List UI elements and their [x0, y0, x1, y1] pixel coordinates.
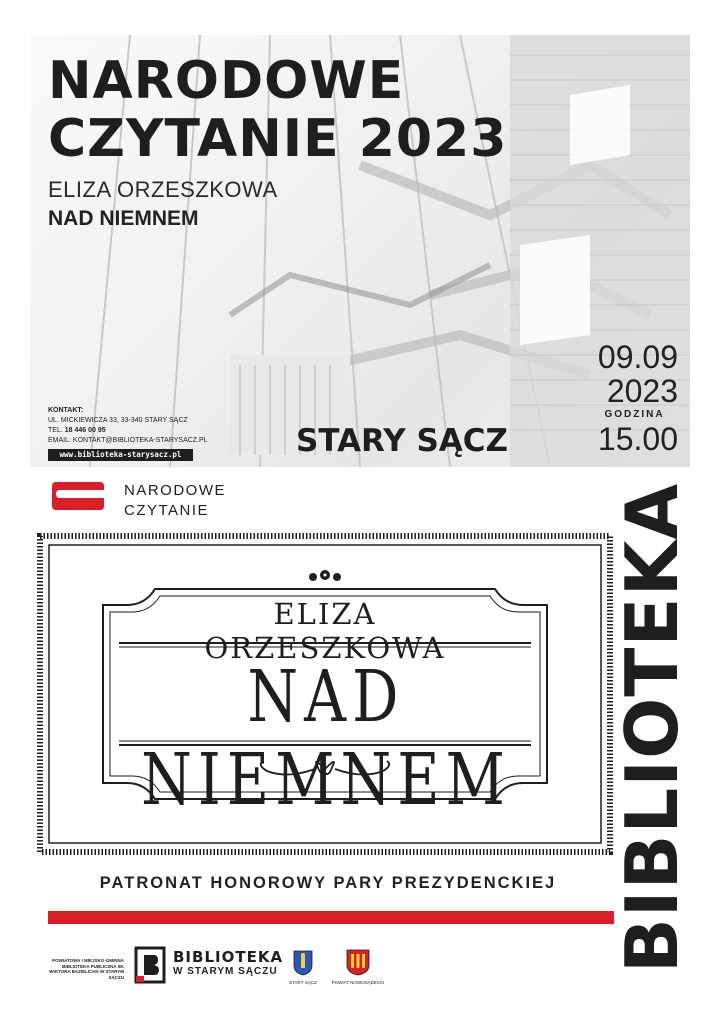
- campaign-logo-text: [124, 481, 226, 521]
- crest-label-powiat: POWIAT NOWOSĄDECKI: [331, 980, 385, 985]
- library-name: BIBLIOTEKA: [173, 948, 284, 966]
- event-date: [591, 340, 678, 408]
- event-city: STARY SĄCZ: [296, 423, 509, 459]
- event-time: 15.00: [597, 421, 678, 457]
- stary-sacz-crest-icon: [293, 950, 313, 976]
- library-logo-icon: [134, 946, 166, 984]
- contact-block: [48, 406, 208, 446]
- poster-title: [48, 52, 507, 168]
- event-time-label: GODZINA: [604, 409, 665, 420]
- book-title: NAD NIEMNEM: [48, 207, 199, 230]
- library-subtitle: W STARYM SĄCZU: [173, 966, 278, 977]
- vertical-word-text: BIBLIOTEKA: [609, 482, 694, 974]
- contact-phone-line: [48, 426, 208, 436]
- campaign-logo-line-2: CZYTANIE: [124, 502, 210, 519]
- contact-email[interactable]: EMAIL: KONTAKT@BIBLIOTEKA-STARYSACZ.PL: [48, 437, 208, 444]
- red-divider: [48, 911, 614, 924]
- powiat-crest-icon: [346, 949, 370, 976]
- sign-author: ELIZA ORZESZKOWA: [204, 597, 446, 665]
- crest-label-stary-sacz: STARY SĄCZ: [289, 980, 317, 985]
- campaign-logo-line-1: NARODOWE: [124, 482, 226, 499]
- sign-title: NAD NIEMNEM: [141, 655, 511, 821]
- contact-phone[interactable]: 18 446 00 95: [64, 427, 106, 434]
- book-logo-icon: [48, 480, 108, 516]
- title-line-2: CZYTANIE 2023: [48, 109, 508, 169]
- patronage-text: PATRONAT HONOROWY PARY PREZYDENCKIEJ: [99, 874, 557, 892]
- contact-heading: KONTAKT:: [48, 407, 84, 414]
- title-line-1: NARODOWE: [48, 51, 405, 111]
- contact-phone-label: TEL.: [48, 427, 63, 434]
- contact-address: UL. MICKIEWICZA 33, 33-340 STARY SĄCZ: [48, 417, 188, 424]
- event-date-day: 09.09: [597, 339, 678, 375]
- library-full-name: POWIATOWA I MIEJSKO-GMINNA BIBLIOTEKA PUBLICZNA IM. WIKTORA BAZIELICHA W STARYM SĄCZU: [49, 958, 124, 980]
- website-link[interactable]: www.biblioteka-starysacz.pl: [48, 449, 193, 461]
- vertical-word: [609, 473, 694, 983]
- author-name: ELIZA ORZESZKOWA: [48, 177, 278, 202]
- event-date-year: 2023: [606, 373, 678, 409]
